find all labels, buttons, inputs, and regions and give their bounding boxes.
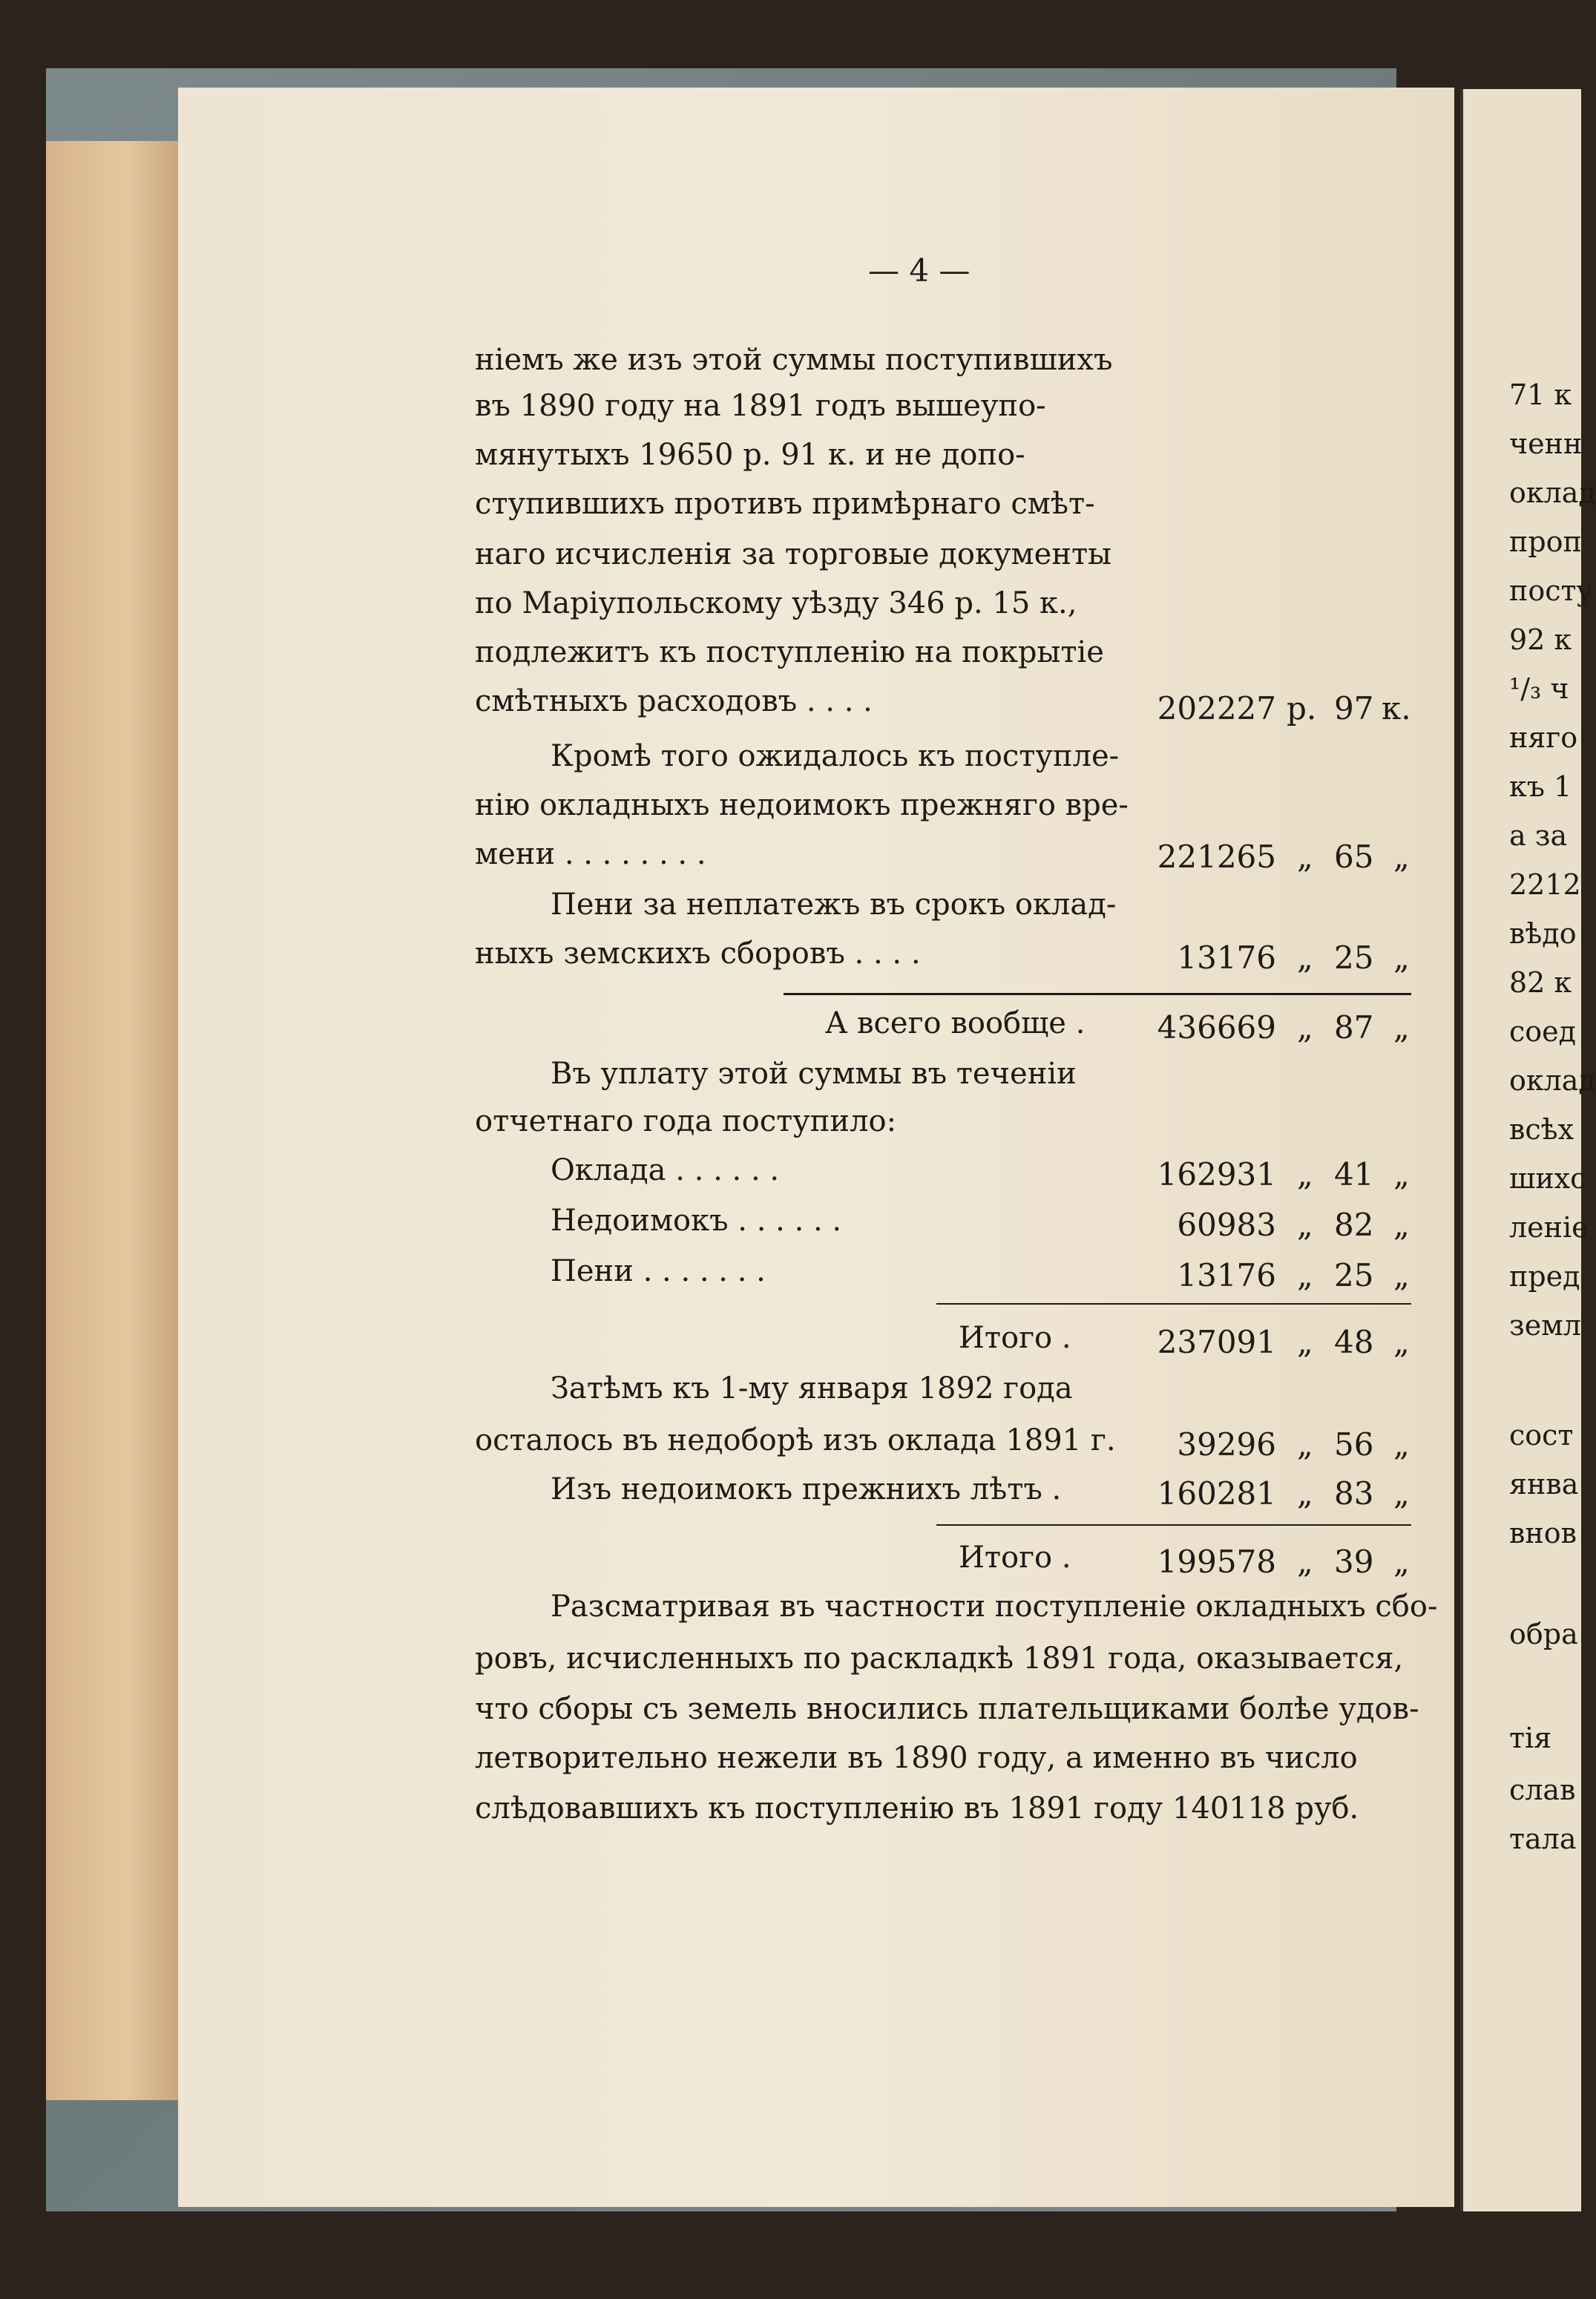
amount-currency: „ <box>1297 1324 1313 1360</box>
amount-kopecks: 48 <box>1334 1324 1374 1360</box>
amount-rubles: 60983 <box>1177 1207 1276 1243</box>
amount-currency: „ <box>1297 1426 1313 1463</box>
next-page-fragment: сост <box>1509 1419 1574 1452</box>
amount-suffix: „ <box>1393 1475 1410 1512</box>
next-page-fragment: а за <box>1509 819 1568 852</box>
zatem-line: осталось въ недоборѣ изъ оклада 1891 г. <box>475 1423 1116 1457</box>
payment-line: Въ уплату этой суммы въ теченіи <box>551 1057 1077 1091</box>
amount-rubles: 202227 <box>1157 690 1276 727</box>
amount-currency: р. <box>1287 690 1317 727</box>
amount-suffix: к. <box>1382 690 1411 727</box>
zatem-line: Затѣмъ къ 1-му января 1892 года <box>551 1371 1073 1406</box>
next-page-edge <box>1460 89 1596 2211</box>
next-page-fragment: проп <box>1509 525 1582 558</box>
closing-line: слѣдовавшихъ къ поступленію въ 1891 году 140118 руб. <box>475 1791 1359 1826</box>
next-page-fragment: пред <box>1509 1260 1580 1293</box>
next-page-fragment: къ 1 <box>1509 770 1572 803</box>
intro-line: наго исчисленія за торговые документы <box>475 537 1111 571</box>
itogo-label: Итого . <box>959 1541 1071 1575</box>
amount-suffix: „ <box>1393 839 1410 875</box>
next-page-fragment: ¹/₃ ч <box>1509 672 1569 705</box>
amount-currency: „ <box>1297 1207 1313 1243</box>
next-page-fragment: слав <box>1509 1774 1576 1806</box>
next-page-fragment: янва <box>1509 1468 1579 1501</box>
next-page-fragment: обра <box>1509 1618 1578 1650</box>
next-page-fragment: ченн <box>1509 427 1583 460</box>
amount-suffix: „ <box>1393 939 1410 976</box>
amount-suffix: „ <box>1393 1324 1410 1360</box>
amount-kopecks: 41 <box>1334 1156 1374 1193</box>
amount-currency: „ <box>1297 1544 1313 1580</box>
next-page-fragment: шихс <box>1509 1162 1586 1195</box>
kromie-line: нію окладныхъ недоимокъ прежняго вре- <box>475 788 1129 822</box>
closing-line: что сборы съ земель вносились плательщиками болѣе удов- <box>475 1692 1419 1726</box>
next-page-fragment: посту <box>1509 574 1593 607</box>
amount-rubles: 436669 <box>1157 1009 1276 1046</box>
total-label: А всего вообще . <box>825 1006 1086 1040</box>
next-page-fragment: леніе <box>1509 1211 1589 1244</box>
page-number: — 4 — <box>868 252 971 289</box>
amount-kopecks: 83 <box>1334 1475 1374 1512</box>
next-page-fragment: земл <box>1509 1309 1581 1342</box>
iz-label: Изъ недоимокъ прежнихъ лѣтъ . <box>551 1472 1062 1506</box>
next-page-fragment: 92 к <box>1509 623 1572 656</box>
amount-currency: „ <box>1297 1475 1313 1512</box>
amount-kopecks: 87 <box>1334 1009 1374 1046</box>
next-page-fragment: вѣдо <box>1509 917 1577 950</box>
next-page-fragment: оклад <box>1509 476 1596 509</box>
nedoimok-label: Недоимокъ . . . . . . <box>551 1204 842 1238</box>
payment-line: отчетнаго года поступило: <box>475 1104 897 1138</box>
intro-line: по Маріупольскому уѣзду 346 р. 15 к., <box>475 586 1077 620</box>
intro-line: подлежитъ къ поступленію на покрытіе <box>475 635 1104 669</box>
closing-line: ровъ, исчисленныхъ по раскладкѣ 1891 года, оказывается, <box>475 1642 1404 1676</box>
amount-rubles: 237091 <box>1157 1324 1276 1360</box>
intro-line: ніемъ же изъ этой суммы поступившихъ <box>475 343 1113 377</box>
amount-rubles: 199578 <box>1157 1544 1276 1580</box>
intro-line: смѣтныхъ расходовъ . . . . <box>475 684 873 718</box>
amount-rubles: 221265 <box>1157 839 1276 875</box>
amount-suffix: „ <box>1393 1156 1410 1193</box>
amount-rubles: 39296 <box>1177 1426 1276 1463</box>
amount-rubles: 13176 <box>1177 939 1276 976</box>
amount-suffix: „ <box>1393 1544 1410 1580</box>
sum-rule <box>936 1303 1411 1305</box>
amount-currency: „ <box>1297 1009 1313 1046</box>
peni-label: Пени . . . . . . . <box>551 1254 766 1288</box>
amount-currency: „ <box>1297 1156 1313 1193</box>
closing-line: летворительно нежели въ 1890 году, а именно въ число <box>475 1741 1358 1775</box>
next-page-fragment: 2212 <box>1509 868 1581 901</box>
intro-line: въ 1890 году на 1891 годъ вышеупо- <box>475 389 1046 423</box>
itogo-label: Итого . <box>959 1321 1071 1355</box>
amount-kopecks: 97 <box>1334 690 1374 727</box>
sum-rule <box>936 1524 1411 1526</box>
closing-line: Разсматривая въ частности поступленіе окладныхъ сбо- <box>551 1590 1438 1624</box>
amount-suffix: „ <box>1393 1426 1410 1463</box>
amount-kopecks: 25 <box>1334 939 1374 976</box>
next-page-fragment: 71 к <box>1509 378 1572 411</box>
amount-currency: „ <box>1297 939 1313 976</box>
peni-line: ныхъ земскихъ сборовъ . . . . <box>475 937 921 971</box>
amount-kopecks: 82 <box>1334 1207 1374 1243</box>
peni-line: Пени за неплатежъ въ срокъ оклад- <box>551 888 1117 922</box>
amount-kopecks: 39 <box>1334 1544 1374 1580</box>
amount-rubles: 162931 <box>1157 1156 1276 1193</box>
oklada-label: Оклада . . . . . . <box>551 1153 780 1187</box>
sum-rule <box>784 993 1411 995</box>
kromie-line: Кромѣ того ожидалось къ поступле- <box>551 739 1120 773</box>
intro-line: мянутыхъ 19650 р. 91 к. и не допо- <box>475 438 1025 472</box>
next-page-fragment: соед <box>1509 1015 1577 1048</box>
next-page-fragment: 82 к <box>1509 966 1572 999</box>
amount-kopecks: 65 <box>1334 839 1374 875</box>
next-page-fragment: няго <box>1509 721 1578 754</box>
next-page-fragment: тія <box>1509 1722 1552 1754</box>
amount-kopecks: 25 <box>1334 1257 1374 1293</box>
amount-rubles: 13176 <box>1177 1257 1276 1293</box>
kromie-line: мени . . . . . . . . <box>475 837 706 871</box>
amount-kopecks: 56 <box>1334 1426 1374 1463</box>
amount-rubles: 160281 <box>1157 1475 1276 1512</box>
intro-line: ступившихъ противъ примѣрнаго смѣт- <box>475 487 1095 521</box>
amount-suffix: „ <box>1393 1207 1410 1243</box>
amount-suffix: „ <box>1393 1009 1410 1046</box>
next-page-fragment: тала <box>1509 1823 1577 1855</box>
next-page-fragment: внов <box>1509 1517 1577 1549</box>
amount-currency: „ <box>1297 839 1313 875</box>
amount-currency: „ <box>1297 1257 1313 1293</box>
next-page-fragment: оклад <box>1509 1064 1596 1097</box>
amount-suffix: „ <box>1393 1257 1410 1293</box>
next-page-fragment: всѣх <box>1509 1113 1574 1146</box>
binding-strip <box>46 141 178 2100</box>
